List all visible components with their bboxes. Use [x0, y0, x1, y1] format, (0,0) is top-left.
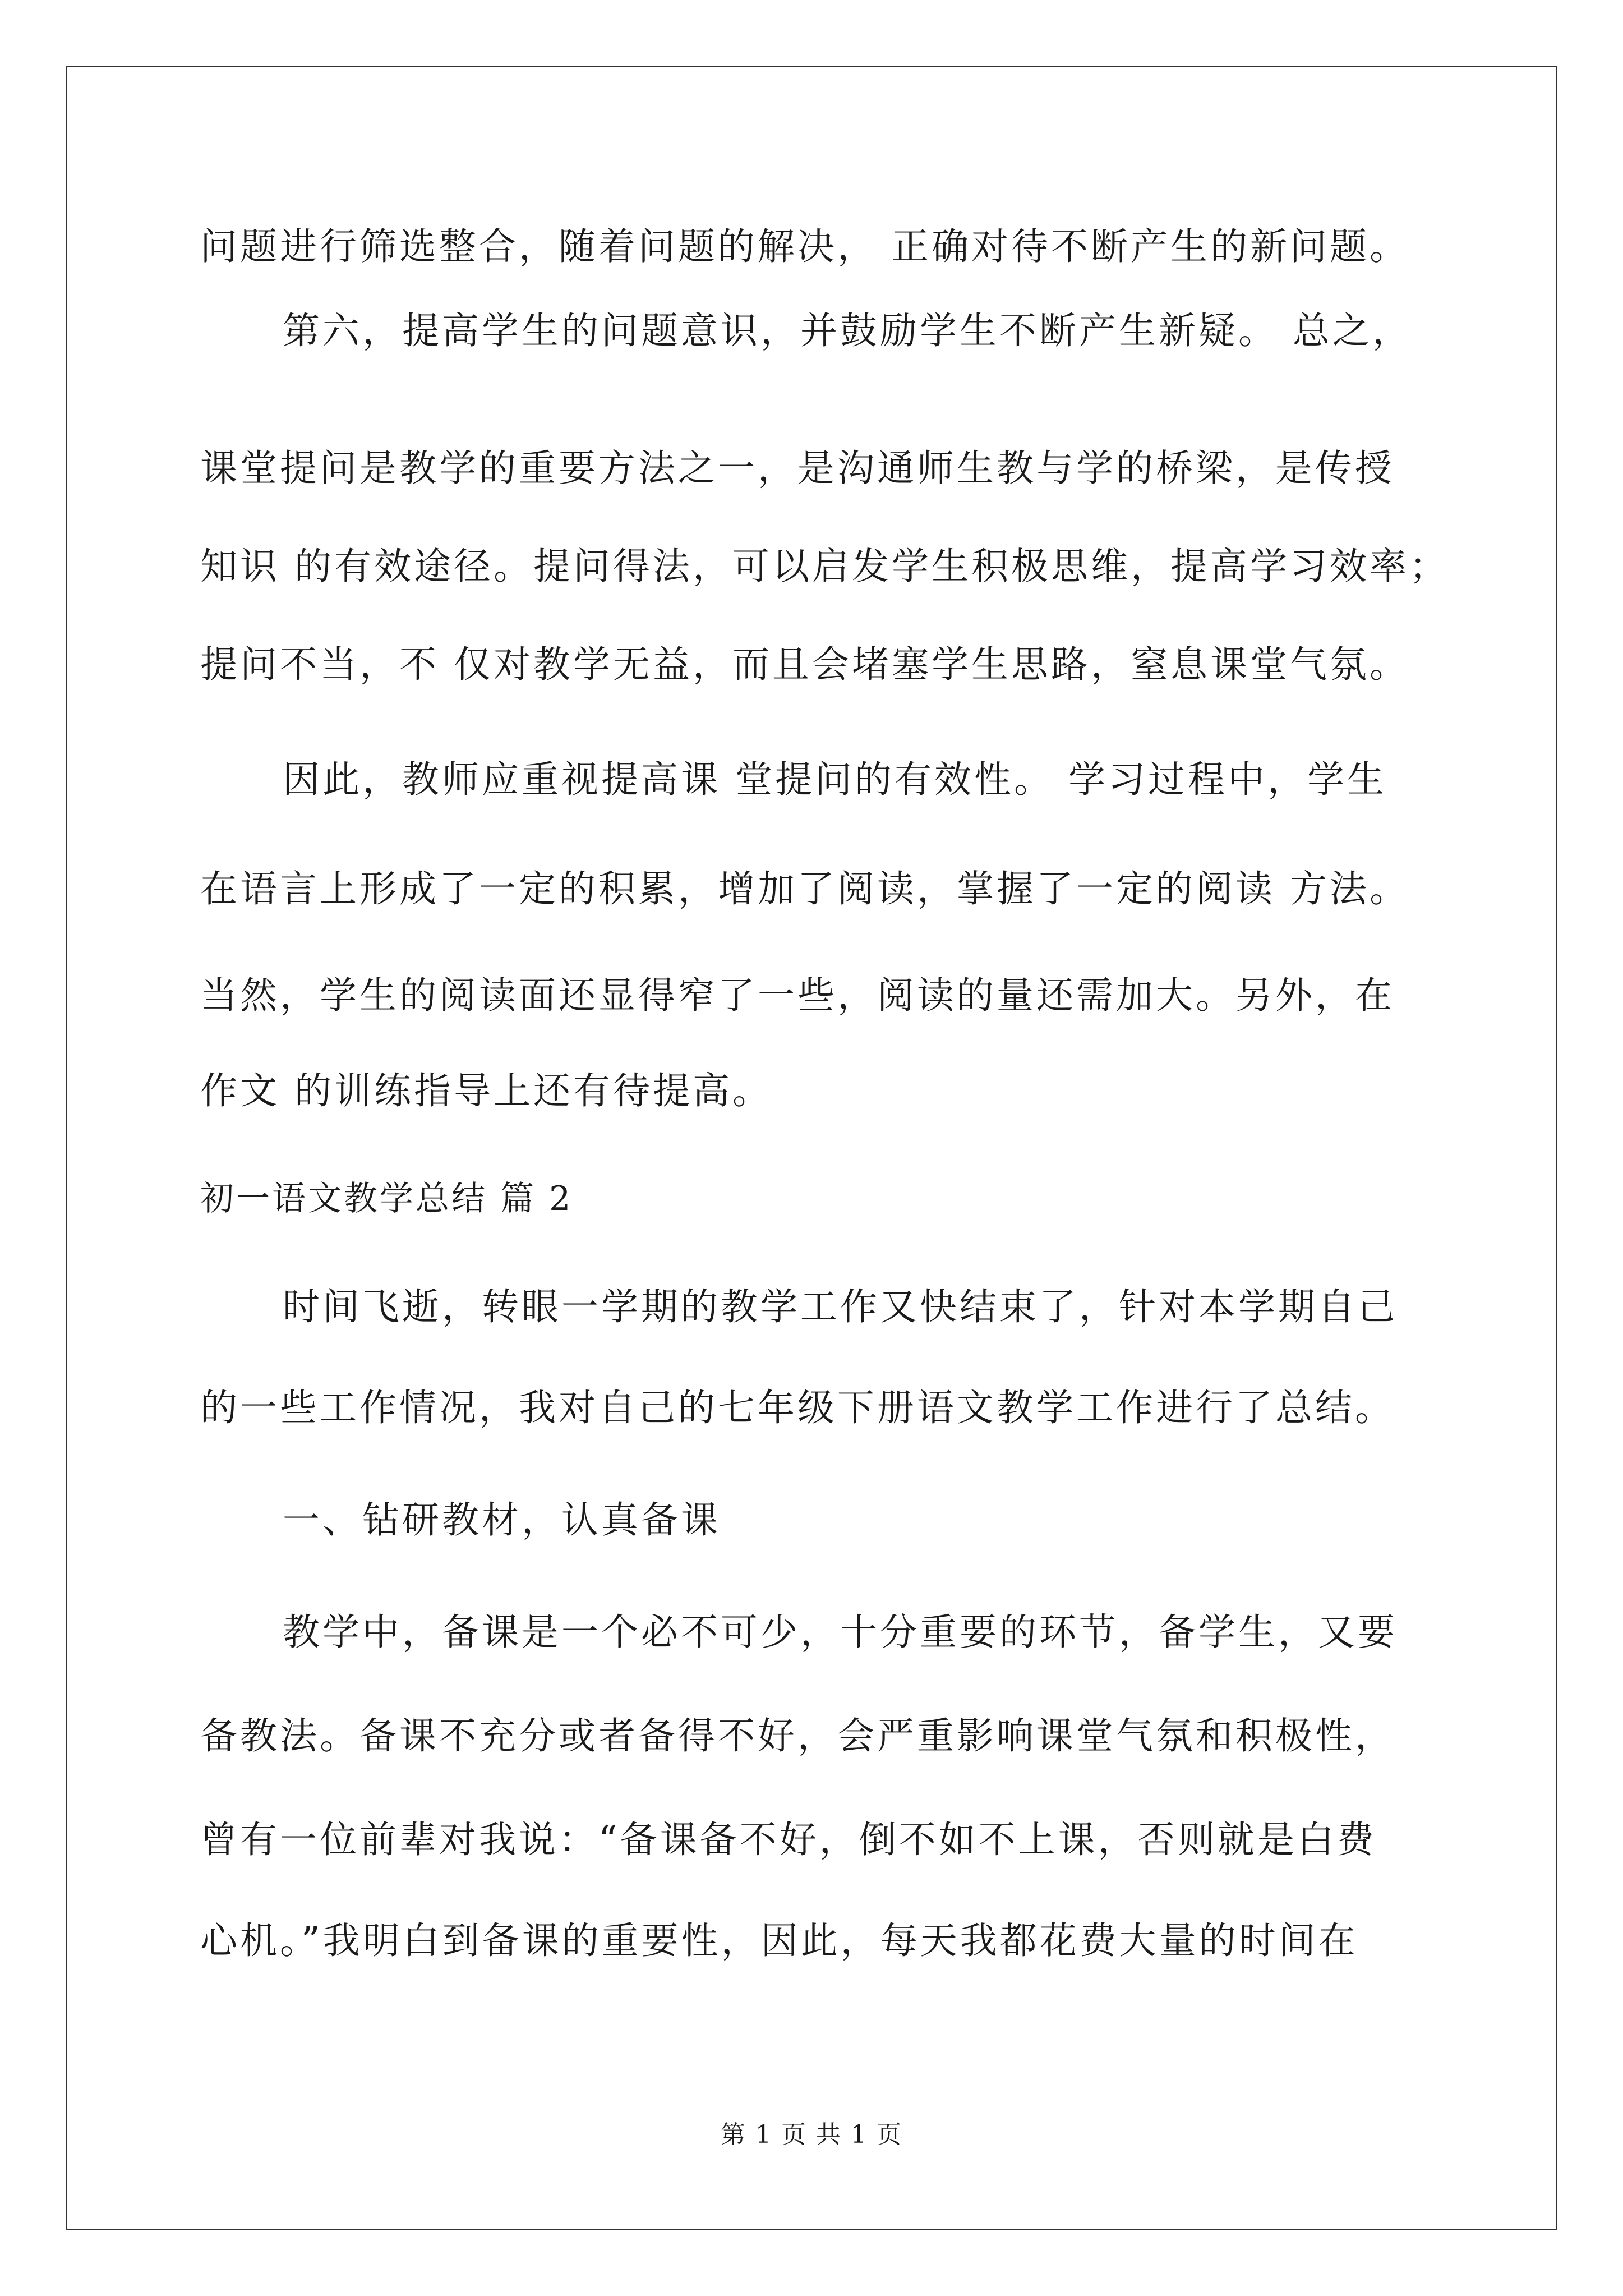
section-heading: 初一语文教学总结 篇 2	[200, 1179, 573, 1218]
body-text-line: 曾有一位前辈对我说：“备课备不好，倒不如不上课，否则就是白费	[200, 1818, 1377, 1861]
body-text-line: 提问不当，不 仅对教学无益，而且会堵塞学生思路，窒息课堂气氛。	[200, 643, 1409, 686]
body-text-line: 备教法。备课不充分或者备得不好，会严重影响课堂气氛和积极性，	[200, 1714, 1395, 1757]
body-text-line: 教学中，备课是一个必不可少，十分重要的环节，备学生，又要	[283, 1611, 1398, 1654]
body-text-line: 问题进行筛选整合，随着问题的解决， 正确对待不断产生的新问题。	[200, 225, 1409, 268]
body-text-line: 当然，学生的阅读面还显得窄了一些，阅读的量还需加大。另外，在	[200, 974, 1395, 1017]
body-text-line: 作文 的训练指导上还有待提高。	[200, 1069, 772, 1112]
page-number-footer: 第 1 页 共 1 页	[721, 2120, 902, 2149]
body-text-line: 第六，提高学生的问题意识，并鼓励学生不断产生新疑。 总之，	[283, 309, 1412, 352]
body-text-line: 时间飞逝，转眼一学期的教学工作又快结束了，针对本学期自己	[283, 1285, 1398, 1328]
body-text-line: 心机。”我明白到备课的重要性，因此，每天我都花费大量的时间在	[200, 1919, 1358, 1962]
body-text-line: 在语言上形成了一定的积累，增加了阅读，掌握了一定的阅读 方法。	[200, 867, 1409, 910]
subheading-line: 一、钻研教材，认真备课	[283, 1498, 721, 1542]
body-text-line: 的一些工作情况，我对自己的七年级下册语文教学工作进行了总结。	[200, 1386, 1395, 1429]
page-border	[66, 66, 1557, 2230]
body-text-line: 因此，教师应重视提高课 堂提问的有效性。 学习过程中，学生	[283, 758, 1387, 801]
body-text-line: 知识 的有效途径。提问得法，可以启发学生积极思维，提高学习效率；	[200, 545, 1449, 588]
body-text-line: 课堂提问是教学的重要方法之一，是沟通师生教与学的桥梁，是传授	[200, 447, 1395, 490]
